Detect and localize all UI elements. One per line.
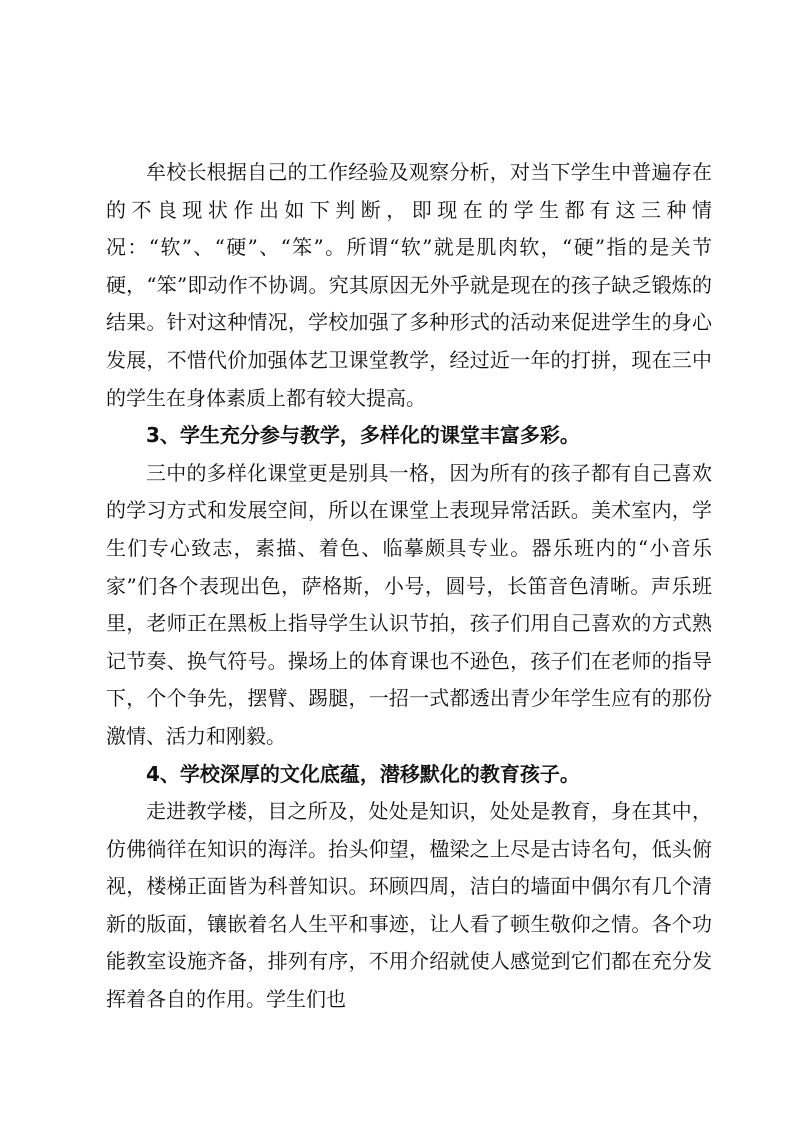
paragraph-diverse-classes: 三中的多样化课堂更是别具一格，因为所有的孩子都有自己喜欢的学习方式和发展空间，所以在课堂上表现异常活跃。美术室内，学生们专心致志，素描、着色、临摹颇具专业。器乐班内的“小音乐家”们各个表现出色，萨格斯，小号，圆号，长笛音色清晰。声乐班里，老师正在黑板上指导学生认识节拍，孩子们用自己喜欢的方式熟记节奏、换气符号。操场上的体育课也不逊色，孩子们在老师的指导下，个个争先，摆臂、踢腿，一招一式都透出青少年学生应有的那份激情、活力和刚毅。: [106, 460, 712, 748]
paragraph-school-culture: 走进教学楼，目之所及，处处是知识，处处是教育，身在其中，仿佛徜徉在知识的海洋。抬头仰望，楹梁之上尽是古诗名句，低头俯视，楼梯正面皆为科普知识。环顾四周，洁白的墙面中偶尔有几个清新的版面，镶嵌着名人生平和事迹，让人看了顿生敬仰之情。各个功能教室设施齐备，排列有序，不用介绍就使人感觉到它们都在充分发挥着各自的作用。学生们也: [106, 799, 712, 1012]
document-body: [106, 154, 712, 1019]
section-heading-3: 3、学生充分参与教学，多样化的课堂丰富多彩。: [146, 423, 580, 448]
section-heading-4: 4、学校深厚的文化底蕴，潜移默化的教育孩子。: [146, 761, 580, 786]
paragraph-physical-fitness: 牟校长根据自己的工作经验及观察分析，对当下学生中普遍存在的不良现状作出如下判断，即现在的学生都有这三种情况：“软”、“硬”、“笨”。所谓“软”就是肌肉软，“硬”指的是关节硬，“笨”即动作不协调。究其原因无外乎就是现在的孩子缺乏锻炼的结果。针对这种情况，学校加强了多种形式的活动来促进学生的身心发展，不惜代价加强体艺卫课堂教学，经过近一年的打拼，现在三中的学生在身体素质上都有较大提高。: [106, 160, 712, 410]
